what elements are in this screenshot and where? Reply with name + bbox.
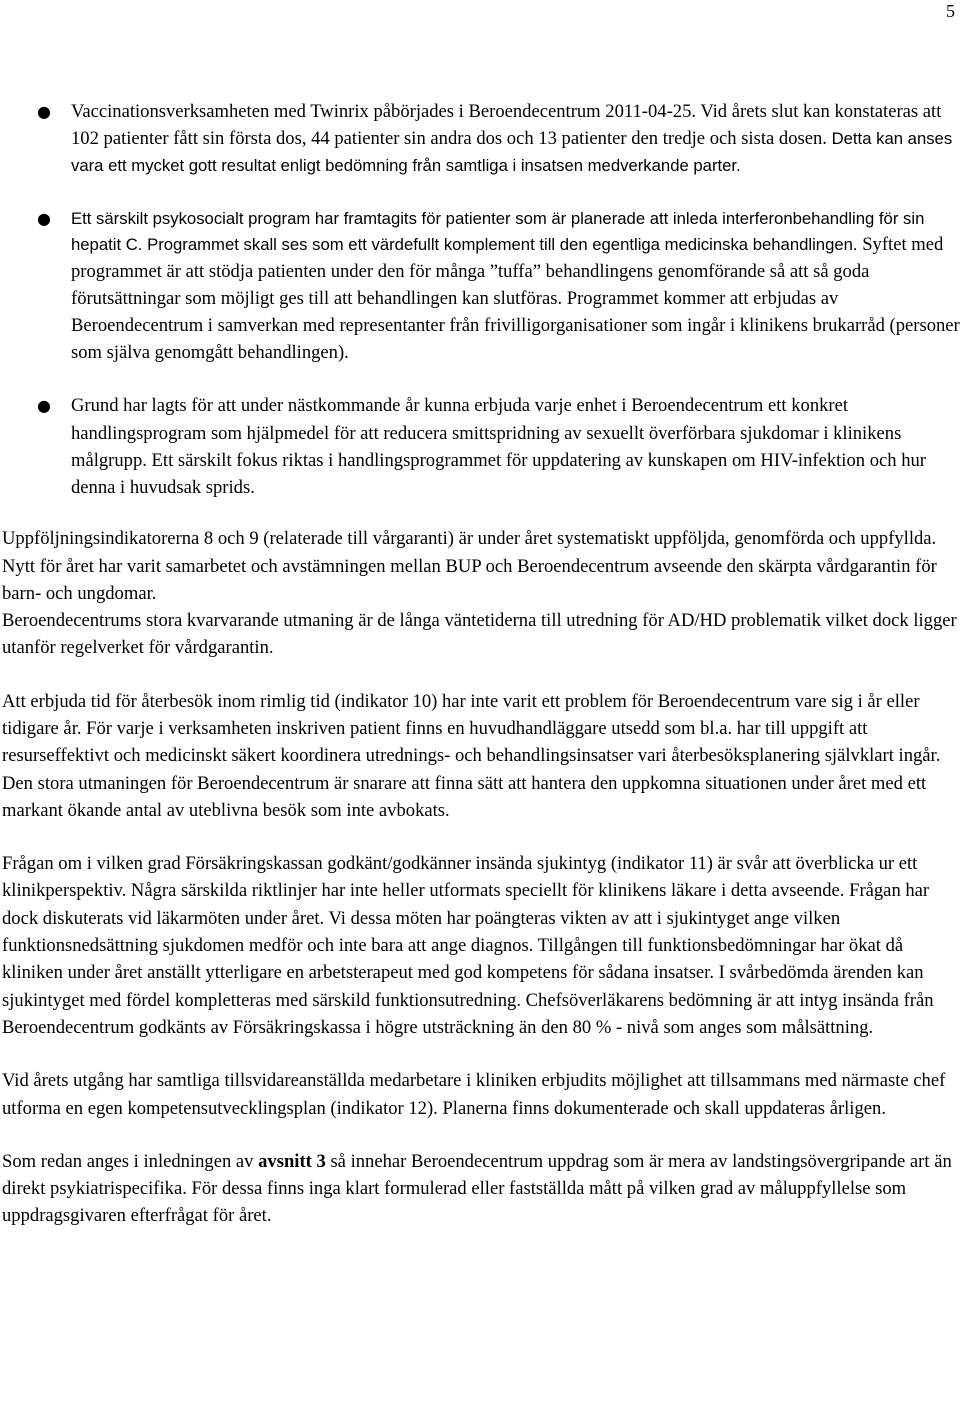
bullet-text-serif: Vaccinationsverksamheten med Twinrix påbörjades i Beroendecentrum 2011-04-25. Vid årets slut kan konstateras att 102 patienter fått sin första dos, 44 patienter sin andra dos och 13 patienter den tredje och sista dosen.: [71, 101, 942, 150]
paragraph-kompetensutveckling: Vid årets utgång har samtliga tillsvidareanställda medarbetare i kliniken erbjudits möjlighet att tillsammans med närmaste chef utforma en egen kompetensutvecklingsplan (indikator 12). Planerna finns dokumenterade och skall uppdateras årligen.: [2, 1070, 946, 1119]
page-number: 5: [946, 1, 955, 21]
list-item: [2, 206, 960, 367]
paragraph-aterbesok: Att erbjuda tid för återbesök inom rimlig tid (indikator 10) har inte varit ett problem för Beroendecentrum vare sig i år eller tidigare år. För varje i verksamheten inskriven patient finns en huvudhandläggare utsedd som bl.a. har till uppgift att resurseffektivt och medicinskt säkert koordinera utrednings- och behandlingsinsatser vari återbesöksplanering självklart ingår.: [2, 690, 941, 767]
bullet-text-sans: Detta kan anses vara ett mycket gott resultat enligt bedömning från samtliga i insatsen medverkande parter.: [71, 129, 953, 176]
paragraph-avsnitt: [2, 1148, 960, 1230]
paragraph-sjukintyg: Frågan om i vilken grad Försäkringskassan godkänt/godkänner insända sjukintyg (indikator 11) är svår att överblicka ur ett klinikperspektiv. Några särskilda riktlinjer har inte heller utformats speciellt för klinikens läkare i detta avseende. Frågan har dock diskuterats vid läkarmöten under året. Vi dessa möten har poängteras vikten av att i sjukintyget ange vilken funktionsnedsättning sjukdomen medför och inte bara att ange diagnos. Tillgången till funktionsbedömningar har ökat då kliniken under året anställt ytterligare en arbetsterapeut med god kompetens för sådana insatser. I svårbedömda ärenden kan sjukintyget med fördel kompletteras med särskild funktionsutredning. Chefsöverläkarens bedömning är att intyg insända från Beroendecentrum godkänts av Försäkringskassa i högre utsträckning än den 80 % - nivå som anges som målsättning.: [2, 853, 934, 1038]
bullet-text-serif: Syftet med programmet är att stödja patienten under den för många ”tuffa” behandlingens genomförande så att så goda förutsättningar som möjligt ges till att behandlingen kan slutföras. Programmet kommer att erbjudas av Beroendecentrum i samverkan med representanter från frivilligorganisationer som ingår i klinikens brukarråd (personer som själva genomgått behandlingen).: [71, 234, 960, 363]
list-item: [2, 392, 960, 501]
section-reference: avsnitt 3: [258, 1150, 326, 1172]
list-item: [2, 98, 960, 180]
bullet-text: Grund har lagts för att under nästkommande år kunna erbjuda varje enhet i Beroendecentrum ett konkret handlingsprogram som hjälpmedel för att reducera smittspridning av sexuellt överförbara sjukdomar i klinikens målgrupp. Ett särskilt fokus riktas i handlingsprogrammet för uppdatering av kunskapen om HIV-infektion och hur denna i huvudsak sprids.: [71, 395, 926, 498]
paragraph-vardgaranti: Uppföljningsindikatorerna 8 och 9 (relaterade till vårgaranti) är under året systematiskt uppföljda, genomförda och uppfyllda. Nytt för året har varit samarbetet och avstämningen mellan BUP och Beroendecentrum avseende den skärpta vårdgarantin för barn- och ungdomar.: [2, 528, 937, 604]
paragraph-uteblivna-besok: Den stora utmaningen för Beroendecentrum är snarare att finna sätt att hantera den uppkomna situationen under året med ett markant ökande antal av uteblivna besök som inte avbokats.: [2, 772, 927, 821]
bullet-text-sans: Ett särskilt psykosocialt program har framtagits för patienter som är planerade att inleda interferonbehandling för sin hepatit C. Programmet skall ses som ett värdefullt komplement till den egentliga medicinska behandlingen.: [71, 208, 925, 255]
paragraph-text: Som redan anges i inledningen av: [2, 1150, 259, 1172]
bullet-list: [2, 98, 960, 501]
paragraph-adhd: Beroendecentrums stora kvarvarande utmaning är de långa väntetiderna till utredning för AD/HD problematik vilket dock ligger utanför regelverket för vårdgarantin.: [2, 610, 957, 659]
bullet-dot-icon: ●: [37, 208, 51, 228]
paragraph-text: så innehar Beroendecentrum uppdrag som är mera av landstingsövergripande art än direkt psykiatrispecifika. För dessa finns inga klart formulerad eller fastställda mått på vilken grad av måluppfyllelse som uppdragsgivaren efterfrågat för året.: [2, 1150, 952, 1227]
bullet-dot-icon: ●: [37, 102, 51, 121]
bullet-dot-icon: ●: [37, 396, 51, 416]
document-body: [2, 98, 960, 1230]
